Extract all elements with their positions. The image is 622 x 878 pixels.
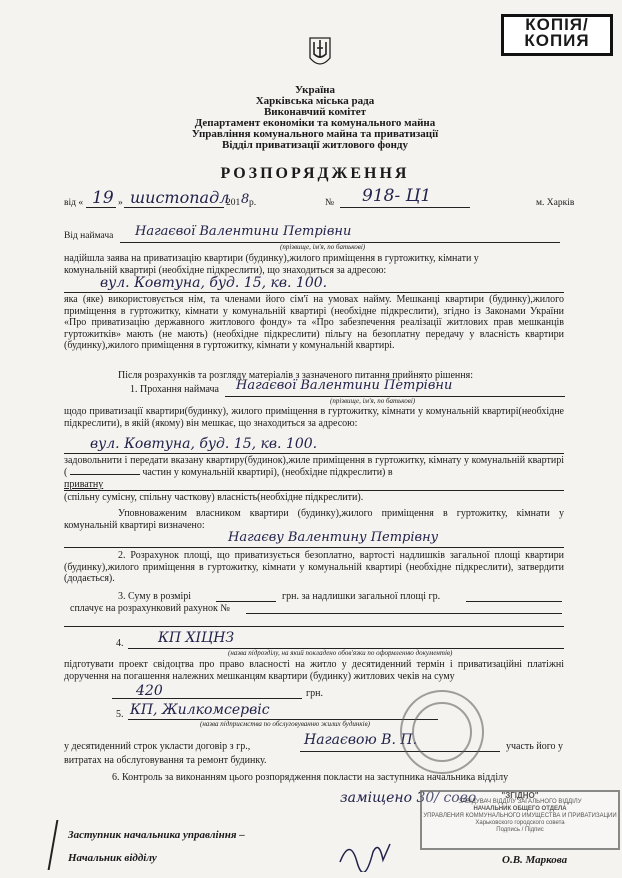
item5-value: КП, Жилкомсервіс: [130, 702, 270, 718]
header-country: Україна: [294, 84, 336, 96]
sum-unit: грн.: [306, 688, 323, 699]
ownership-type: приватну: [64, 479, 104, 490]
paragraph-decision: Після розрахунків та розгляду матеріалів з зазначеного питання прийнято рішення:: [118, 370, 473, 381]
contract-text-3: витратах на обслуговування та ремонт будинку.: [64, 755, 267, 766]
item3-label: 3. Суму в розмірі: [118, 591, 192, 602]
contract-name: Нагаєвою В. П.: [304, 732, 418, 748]
paragraph-application: [64, 253, 564, 276]
item1-name: Нагаєвої Валентини Петрівни: [236, 378, 453, 393]
header-division: Відділ приватизації житлового фонду: [221, 139, 408, 151]
contract-text: у десятиденний строк укласти договір з гр.,: [64, 741, 251, 752]
date-month: шистопадл: [130, 188, 230, 207]
handwritten-signature: [335, 832, 395, 872]
header-committee: Виконавчий комітет: [263, 106, 367, 118]
header-department: Департамент економіки та комунального майна: [194, 117, 436, 129]
trident-emblem-icon: [308, 36, 332, 70]
approval-stamp-line5: Харьковского городского совета: [475, 820, 565, 826]
item6-handwritten: заміщено 30/ сово: [340, 790, 477, 806]
copy-stamp-line2: КОПИЯ: [524, 31, 590, 50]
date-day: 19: [92, 188, 114, 208]
item4-label: 4.: [116, 638, 124, 649]
owner-name: Нагаєву Валентину Петрівну: [228, 530, 439, 545]
date-year-digit: 8: [241, 192, 250, 207]
approval-stamp-line1: "ЗГІДНО": [501, 791, 539, 800]
document-number: 918- Ц1: [362, 186, 432, 206]
approval-stamp-line4: УПРАВЛЕНИЯ КОММУНАЛЬНОГО ИМУЩЕСТВА И ПРИВАТИЗАЦИИ: [423, 813, 617, 819]
approval-stamp-line3: НАЧАЛЬНИК ОБЩЕГО ОТДЕЛА: [473, 806, 567, 812]
item1-label: 1. Прохання наймача: [130, 384, 219, 395]
copy-stamp-line1: КОПІЯ/: [525, 15, 589, 34]
date-prefix: від «: [64, 198, 84, 208]
document-title: РОЗПОРЯДЖЕННЯ: [220, 165, 410, 182]
item6-text: 6. Контроль за виконанням цього розпорядження покласти на заступника начальника відділу: [112, 772, 509, 783]
item4-value: КП ХІЦНЗ: [158, 630, 235, 646]
paragraph-calculation: 2. Розрахунок площі, що приватизується безоплатно, вартості надлишків загальної площі квартири (будинку),жилого приміщення в гуртожитку, кімнати у комунальній квартирі (необхідне підкреслити), затвердити (додається).: [64, 550, 564, 584]
item5-label: 5.: [116, 709, 124, 720]
date-year-prefix: 201: [226, 198, 241, 208]
signature-deputy-title: Заступник начальника управління –: [68, 829, 245, 841]
item1-hint: (прізвище, ім'я, по батькові): [330, 397, 416, 405]
header-directorate: Управління комунального майна та приватизації: [191, 128, 439, 140]
paragraph-usage: яка (яке) використовується нім, та членами його сім'ї на умовах найму. Мешканці квартири (будинку),жилого приміщення в гуртожитку, кімнати у комунальній квартирі (необхідне підкреслити), згідно із Законами України «Про приватизацію державного житлового фонду» та «Про забезпечення реалізації житлових прав мешканців гуртожитків» мають (не мають) (необхідне підкреслити) пільгу на безоплатну передачу у власність квартири (будинку),жилого приміщення в гуртожитку, кімнати у комунальній квартирі.: [64, 294, 564, 351]
paragraph-application-line2: комунальній квартирі (необхідне підкреслити), що знаходиться за адресою:: [64, 264, 387, 276]
tenant-label: Від наймача: [64, 231, 114, 241]
signature-head-title: Начальник відділу: [68, 852, 157, 864]
tenant-hint: (прізвище, ім'я, по батькові): [280, 243, 366, 251]
date-day-close: »: [118, 198, 123, 208]
tenant-name: Нагаєвої Валентини Петрівни: [135, 224, 352, 239]
item3-text: грн. за надлишки загальної площі гр.: [282, 591, 441, 602]
number-label: №: [325, 198, 335, 208]
approval-stamp: [420, 790, 620, 850]
contract-text-2: участь його у: [506, 741, 564, 752]
paragraph-transfer: [64, 455, 564, 478]
margin-mark: [48, 820, 62, 870]
ownership-options: (спільну сумісну, спільну часткову) власність(необхідне підкреслити).: [64, 492, 364, 503]
paragraph-owner: Уповноваженим власником квартири (будинку),жилого приміщення в гуртожитку, кімнати у комунальній квартирі визначено:: [64, 508, 564, 531]
date-year-suffix: р.: [249, 198, 257, 208]
address-2: вул. Ковтуна, буд. 15, кв. 100.: [90, 436, 318, 452]
copy-stamp: [501, 14, 613, 56]
item4-hint: (назва підрозділу, на який покладено обов'язки по оформленню документів): [228, 649, 453, 657]
signer-name: О.В. Маркова: [502, 854, 568, 866]
approval-stamp-line2: ЗАВІДУВАЧ ВІДДІЛУ ЗАГАЛЬНОГО ВІДДІЛУ: [458, 799, 582, 805]
approval-stamp-line6: Подпись / Підпис: [496, 827, 544, 833]
address-1: вул. Ковтуна, буд. 15, кв. 100.: [100, 275, 328, 291]
item5-hint: (назва підприємства по обслуговуванню жилих будинків): [200, 720, 370, 728]
paragraph-transfer-part1: задовольнити і передати вказану квартиру(будинок),жиле приміщення в гуртожитку, кімнату у комунальній квартирі (: [64, 455, 564, 478]
city: м. Харків: [536, 198, 575, 208]
header-council: Харківська міська рада: [255, 95, 375, 107]
paragraph-privatization: щодо приватизації квартири(будинку), жилого приміщення в гуртожитку, кімнати у комунальній квартирі(необхідне підкреслити), в якій (якому) він мешкає, що знаходиться за адресою:: [64, 406, 564, 429]
paragraph-application-line1: надійшла заява на приватизацію квартири (будинку),жилого приміщення в гуртожитку, кімнати у: [64, 253, 479, 264]
sum-value: 420: [136, 683, 163, 699]
paragraph-certificate: підготувати проект свідоцтва про право власності на житло у десятиденний термін і приватизаційні платіжні доручення на погашення належних мешканцям квартири (будинку) житлових чеків на суму: [64, 659, 564, 682]
account-text: сплачує на розрахунковий рахунок №: [70, 603, 230, 614]
round-seal-inner: [412, 702, 472, 762]
paragraph-transfer-part2: частин у комунальній квартирі), (необхідне підкреслити) в: [142, 466, 393, 478]
